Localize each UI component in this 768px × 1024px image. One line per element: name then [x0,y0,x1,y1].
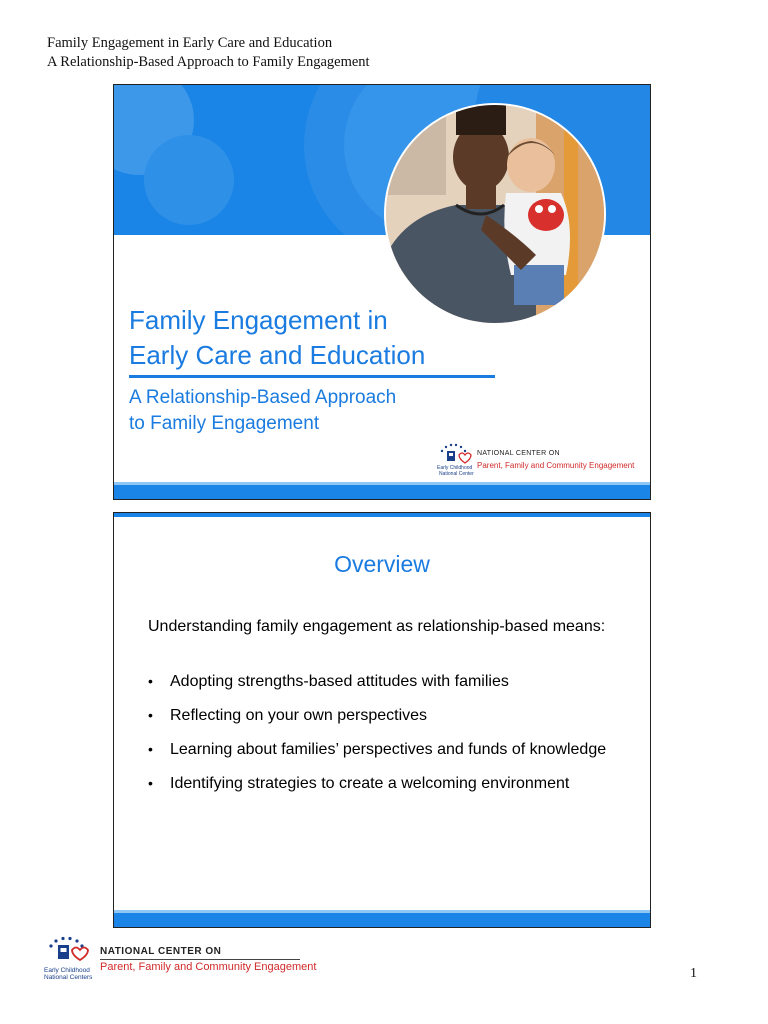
overview-intro: Understanding family engagement as relationship-based means: [148,618,606,635]
overview-heading: Overview [334,551,430,577]
footer-logo-line-1: NATIONAL CENTER ON [100,946,222,957]
decor-circle [144,135,234,225]
ncpfce-logo [436,443,636,477]
footer-logo-line-2: Parent, Family and Community Engagement [100,961,317,973]
footer-ncpfce-logo [44,936,317,981]
svg-text:National Centers: National Centers [439,471,474,477]
title-slide [113,84,651,500]
subtitle-line-2: to Family Engagement [129,413,320,434]
footer-logo-rule [100,959,300,960]
ecnc-badge-icon [436,443,474,477]
document-header [47,34,370,72]
badge-line-1: Early Childhood [44,967,90,974]
title-slide-subtitle [129,385,396,437]
title-line-2: Early Care and Education [129,340,426,370]
bullet-icon: • [148,673,153,689]
subtitle-line-1: A Relationship-Based Approach [129,387,397,408]
list-item: • Reflecting on your own perspectives [148,707,428,724]
title-underline [129,375,495,378]
slide-bottom-bar [114,485,650,499]
list-item: • Learning about families’ perspectives and funds of knowledge [148,741,607,758]
logo-line-2: Parent, Family and Community Engagement [477,461,635,470]
header-title: Family Engagement in Early Care and Education [47,35,333,51]
bullet-icon: • [148,707,153,723]
list-item: • Identifying strategies to create a welcoming environment [148,775,570,792]
header-subtitle: A Relationship-Based Approach to Family Engagement [47,54,370,70]
page-number: 1 [690,966,697,981]
bullet-icon: • [148,741,153,757]
logo-line-1: NATIONAL CENTER ON [477,450,560,457]
badge-line-2: National Centers [44,974,93,981]
slide-bottom-bar [114,913,650,927]
title-slide-heading [129,303,425,373]
svg-text:Early Childhood: Early Childhood [437,465,473,471]
ecnc-badge-icon [44,936,96,966]
slide-top-bar [114,513,650,517]
overview-bullet-list [148,671,628,807]
father-child-photo [384,103,606,325]
bullet-icon: • [148,775,153,791]
list-item: • Adopting strengths-based attitudes with families [148,673,509,690]
title-line-1: Family Engagement in [129,305,388,335]
overview-slide [113,512,651,928]
